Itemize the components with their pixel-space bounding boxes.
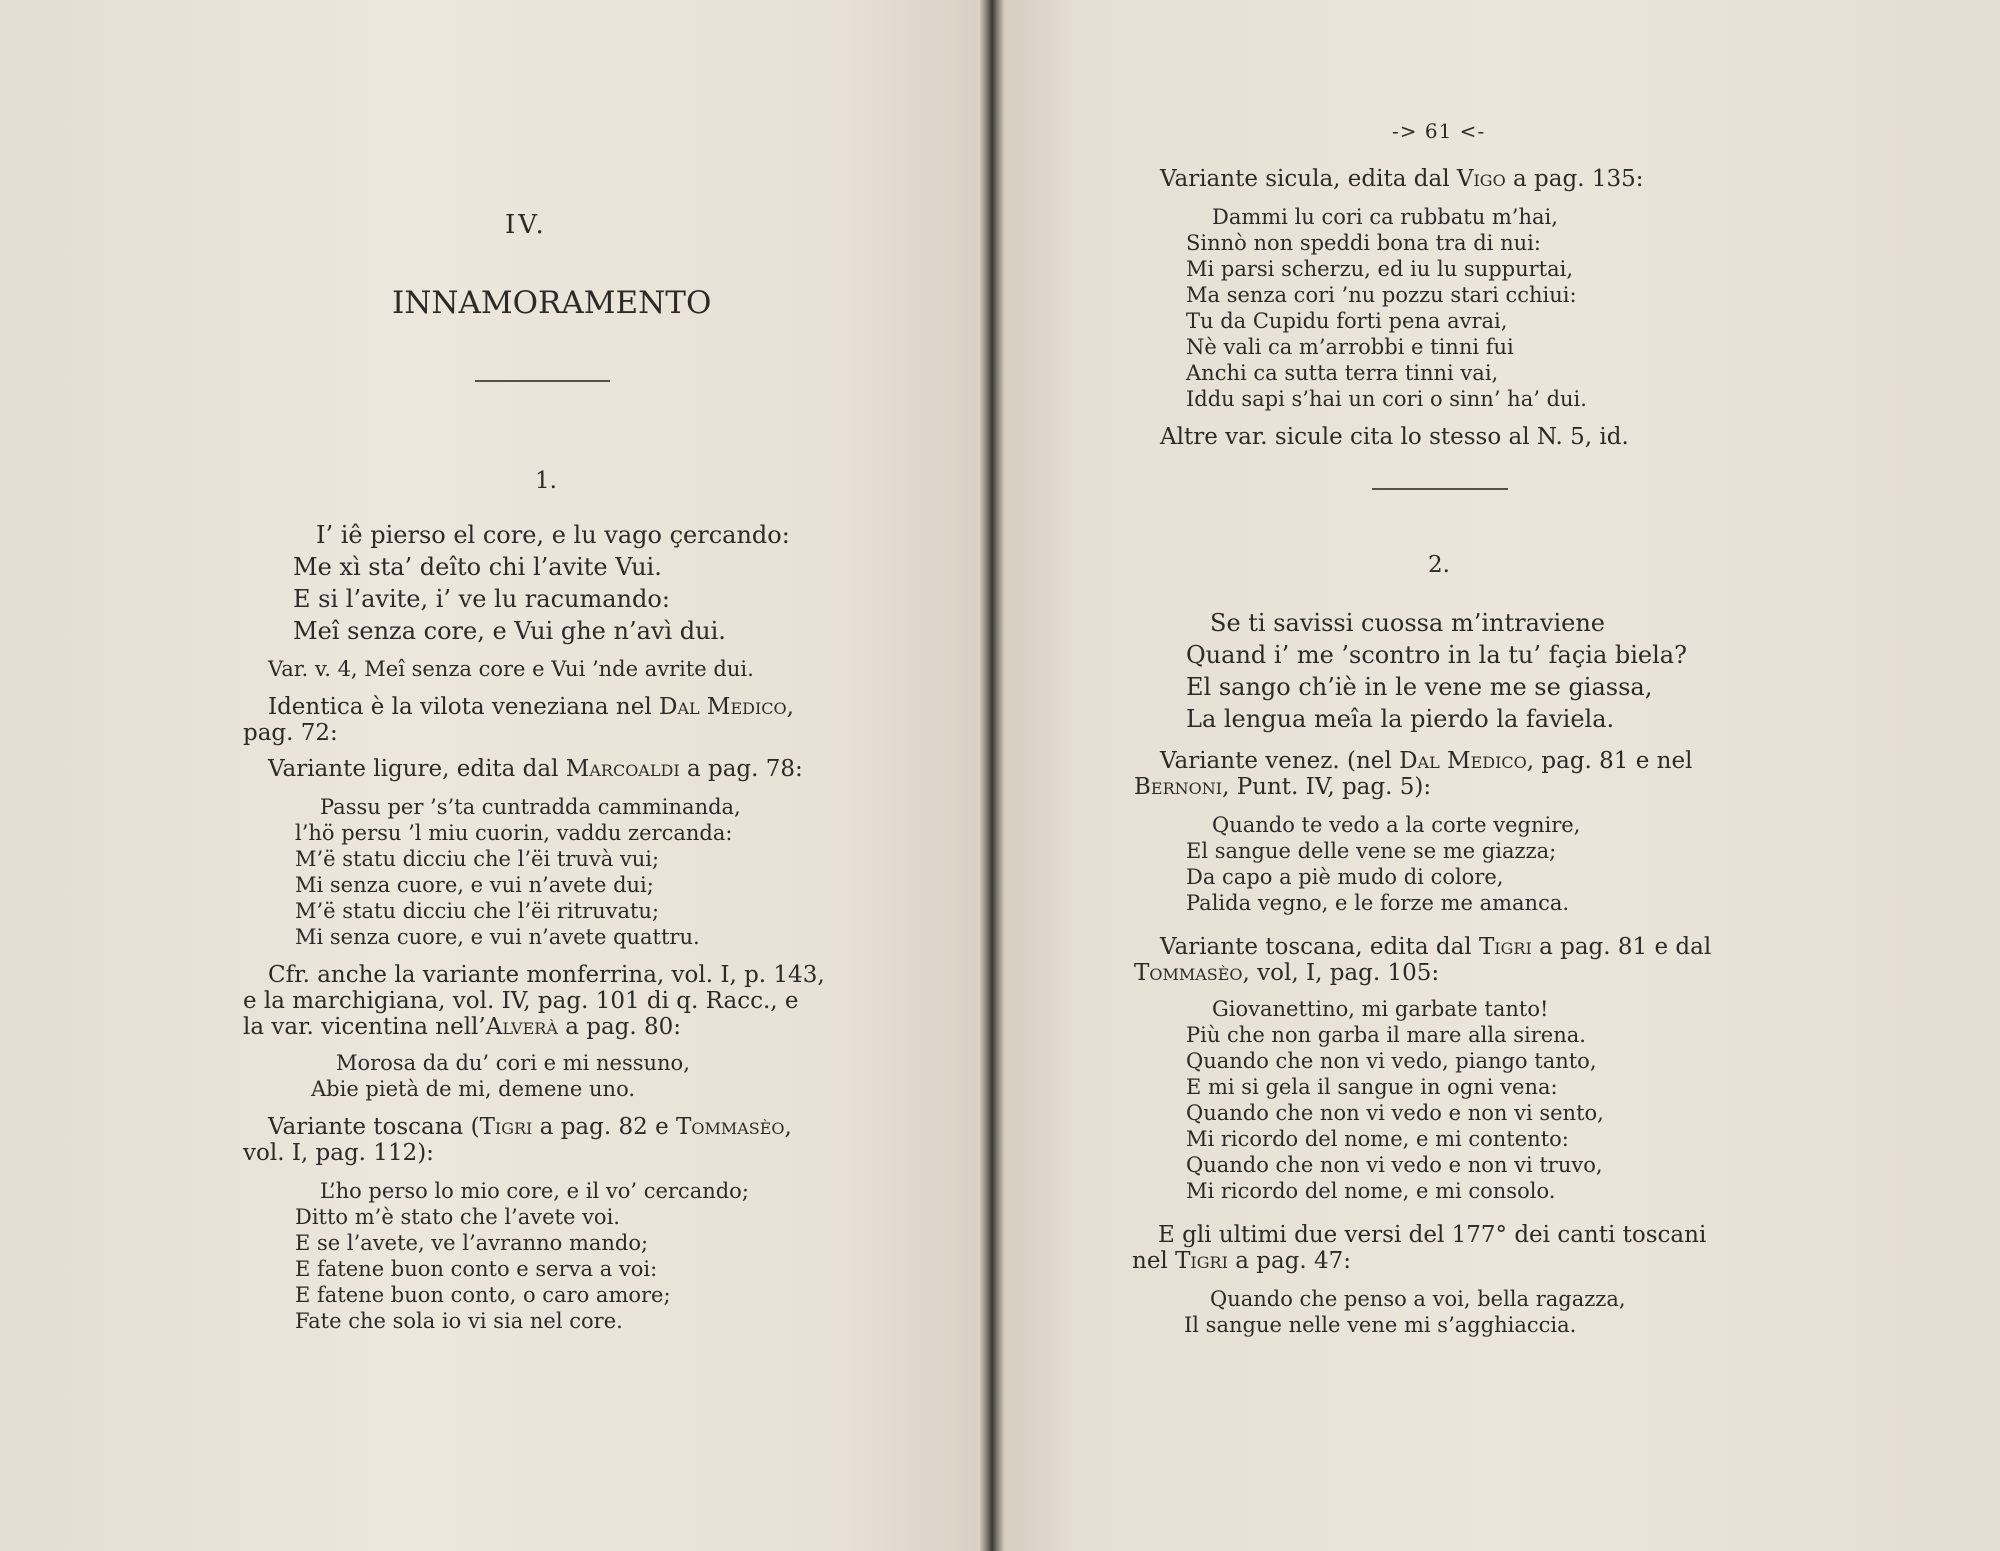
toscana2-poem-line: Più che non garba il mare alla sirena. (1186, 1023, 1586, 1047)
cfr-line-3: la var. vicentina nell’Alverà a pag. 80: (243, 1014, 682, 1040)
venez-poem-line: Da capo a piè mudo di colore, (1186, 865, 1504, 889)
sicula-poem-line: Dammi lu cori ca rubbatu m’hai, (1212, 205, 1558, 229)
ultimi-line-2: nel Tigri a pag. 47: (1132, 1248, 1352, 1274)
toscana-poem-line: E fatene buon conto e serva a voi: (295, 1257, 658, 1281)
venez-line-2: Bernoni, Punt. IV, pag. 5): (1134, 774, 1432, 800)
altre-note: Altre var. sicule cita lo stesso al N. 5, id. (1160, 424, 1629, 450)
toscana-poem-line: L’ho perso lo mio core, e il vo’ cercando; (320, 1179, 749, 1203)
book-gutter (980, 0, 1004, 1551)
poem-line: Quand i’ me ’scontro in la tu’ façia biela? (1186, 641, 1687, 669)
identica-line-1: Identica è la vilota veneziana nel Dal Medico, (268, 694, 794, 720)
song-number-1: 1. (535, 468, 557, 494)
toscana2-poem-line: Quando che non vi vedo, piango tanto, (1186, 1049, 1597, 1073)
ultimi-poem-line: Quando che penso a voi, bella ragazza, (1210, 1287, 1626, 1311)
sicula-poem-line: Sinnò non speddi bona tra di nui: (1186, 231, 1541, 255)
toscana-poem-line: Ditto m’è stato che l’avete voi. (295, 1205, 620, 1229)
venez-poem-line: Palida vegno, e le forze me amanca. (1186, 891, 1570, 915)
poem-line: E si l’avite, i’ ve lu racumando: (293, 585, 670, 613)
toscana2-poem-line: Mi ricordo del nome, e mi consolo. (1186, 1179, 1556, 1203)
cfr-line-1: Cfr. anche la variante monferrina, vol. I, p. 143, (268, 962, 825, 988)
ligure-poem-line: Mi senza cuore, e vui n’avete quattru. (295, 925, 700, 949)
identica-line-2: pag. 72: (243, 720, 338, 746)
sicula-poem-line: Mi parsi scherzu, ed iu lu suppurtai, (1186, 257, 1574, 281)
ligure-poem-line: Passu per ’s’ta cuntradda camminanda, (320, 795, 741, 819)
toscana-poem-line: E se l’avete, ve l’avranno mando; (295, 1231, 649, 1255)
left-page (0, 0, 985, 1551)
poem-line: La lengua meîa la pierdo la faviela. (1186, 705, 1615, 733)
poem-line: Meî senza core, e Vui ghe n’avì dui. (293, 617, 726, 645)
song-number-2: 2. (1428, 552, 1450, 578)
page-number: -> 61 <- (1392, 119, 1486, 143)
cfr-line-2: e la marchigiana, vol. IV, pag. 101 di q. Racc., e (243, 988, 799, 1014)
var-note: Var. v. 4, Meî senza core e Vui ’nde avrite dui. (268, 657, 754, 681)
sicula-poem-line: Anchi ca sutta terra tinni vai, (1186, 361, 1499, 385)
poem-line: I’ iê pierso el core, e lu vago çercando: (316, 521, 790, 549)
toscana-line-1: Variante toscana (Tigri a pag. 82 e Tommasèo, (268, 1114, 792, 1140)
ligure-poem-line: M’ë statu dicciu che l’ëi ritruvatu; (295, 899, 660, 923)
venez-line-1: Variante venez. (nel Dal Medico, pag. 81 e nel (1160, 748, 1693, 774)
section-divider (1372, 488, 1508, 490)
toscana2-poem-line: Quando che non vi vedo e non vi truvo, (1186, 1153, 1603, 1177)
poem-line: Se ti savissi cuossa m’intraviene (1210, 609, 1605, 637)
ultimi-poem-line: Il sangue nelle vene mi s’agghiaccia. (1184, 1313, 1577, 1337)
toscana-poem-line: E fatene buon conto, o caro amore; (295, 1283, 671, 1307)
venez-poem-line: Quando te vedo a la corte vegnire, (1212, 813, 1581, 837)
right-page (1000, 0, 2000, 1551)
toscana2-line-2: Tommasèo, vol, I, pag. 105: (1134, 960, 1440, 986)
ligure-poem-line: l’hö persu ’l miu cuorin, vaddu zercanda: (295, 821, 733, 845)
ligure-poem-line: Mi senza cuore, e vui n’avete dui; (295, 873, 654, 897)
toscana2-poem-line: Quando che non vi vedo e non vi sento, (1186, 1101, 1604, 1125)
section-title: INNAMORAMENTO (392, 285, 712, 321)
poem-line: Me xì sta’ deîto chi l’avite Vui. (293, 553, 662, 581)
toscana2-poem-line: Mi ricordo del nome, e mi contento: (1186, 1127, 1569, 1151)
vicentina-poem-line: Morosa da du’ cori e mi nessuno, (336, 1051, 690, 1075)
ligure-poem-line: M’ë statu dicciu che l’ëi truvà vui; (295, 847, 660, 871)
sicula-poem-line: Ma senza cori ’nu pozzu stari cchiui: (1186, 283, 1577, 307)
ultimi-line-1: E gli ultimi due versi del 177° dei canti toscani (1158, 1222, 1707, 1248)
sicula-intro: Variante sicula, edita dal Vigo a pag. 135: (1160, 166, 1644, 192)
section-number: IV. (505, 210, 547, 240)
toscana2-poem-line: E mi si gela il sangue in ogni vena: (1186, 1075, 1558, 1099)
sicula-poem-line: Tu da Cupidu forti pena avrai, (1186, 309, 1508, 333)
toscana2-line-1: Variante toscana, edita dal Tigri a pag. 81 e dal (1160, 934, 1712, 960)
venez-poem-line: El sangue delle vene se me giazza; (1186, 839, 1557, 863)
ligure-intro: Variante ligure, edita dal Marcoaldi a pag. 78: (268, 756, 803, 782)
poem-line: El sango ch’iè in le vene me se giassa, (1186, 673, 1653, 701)
sicula-poem-line: Iddu sapi s’hai un cori o sinn’ ha’ dui. (1186, 387, 1587, 411)
title-divider (475, 380, 610, 382)
sicula-poem-line: Nè vali ca m’arrobbi e tinni fui (1186, 335, 1514, 359)
toscana-poem-line: Fate che sola io vi sia nel core. (295, 1309, 623, 1333)
toscana-line-2: vol. I, pag. 112): (243, 1140, 434, 1166)
toscana2-poem-line: Giovanettino, mi garbate tanto! (1212, 997, 1549, 1021)
vicentina-poem-line: Abie pietà de mi, demene uno. (311, 1077, 636, 1101)
